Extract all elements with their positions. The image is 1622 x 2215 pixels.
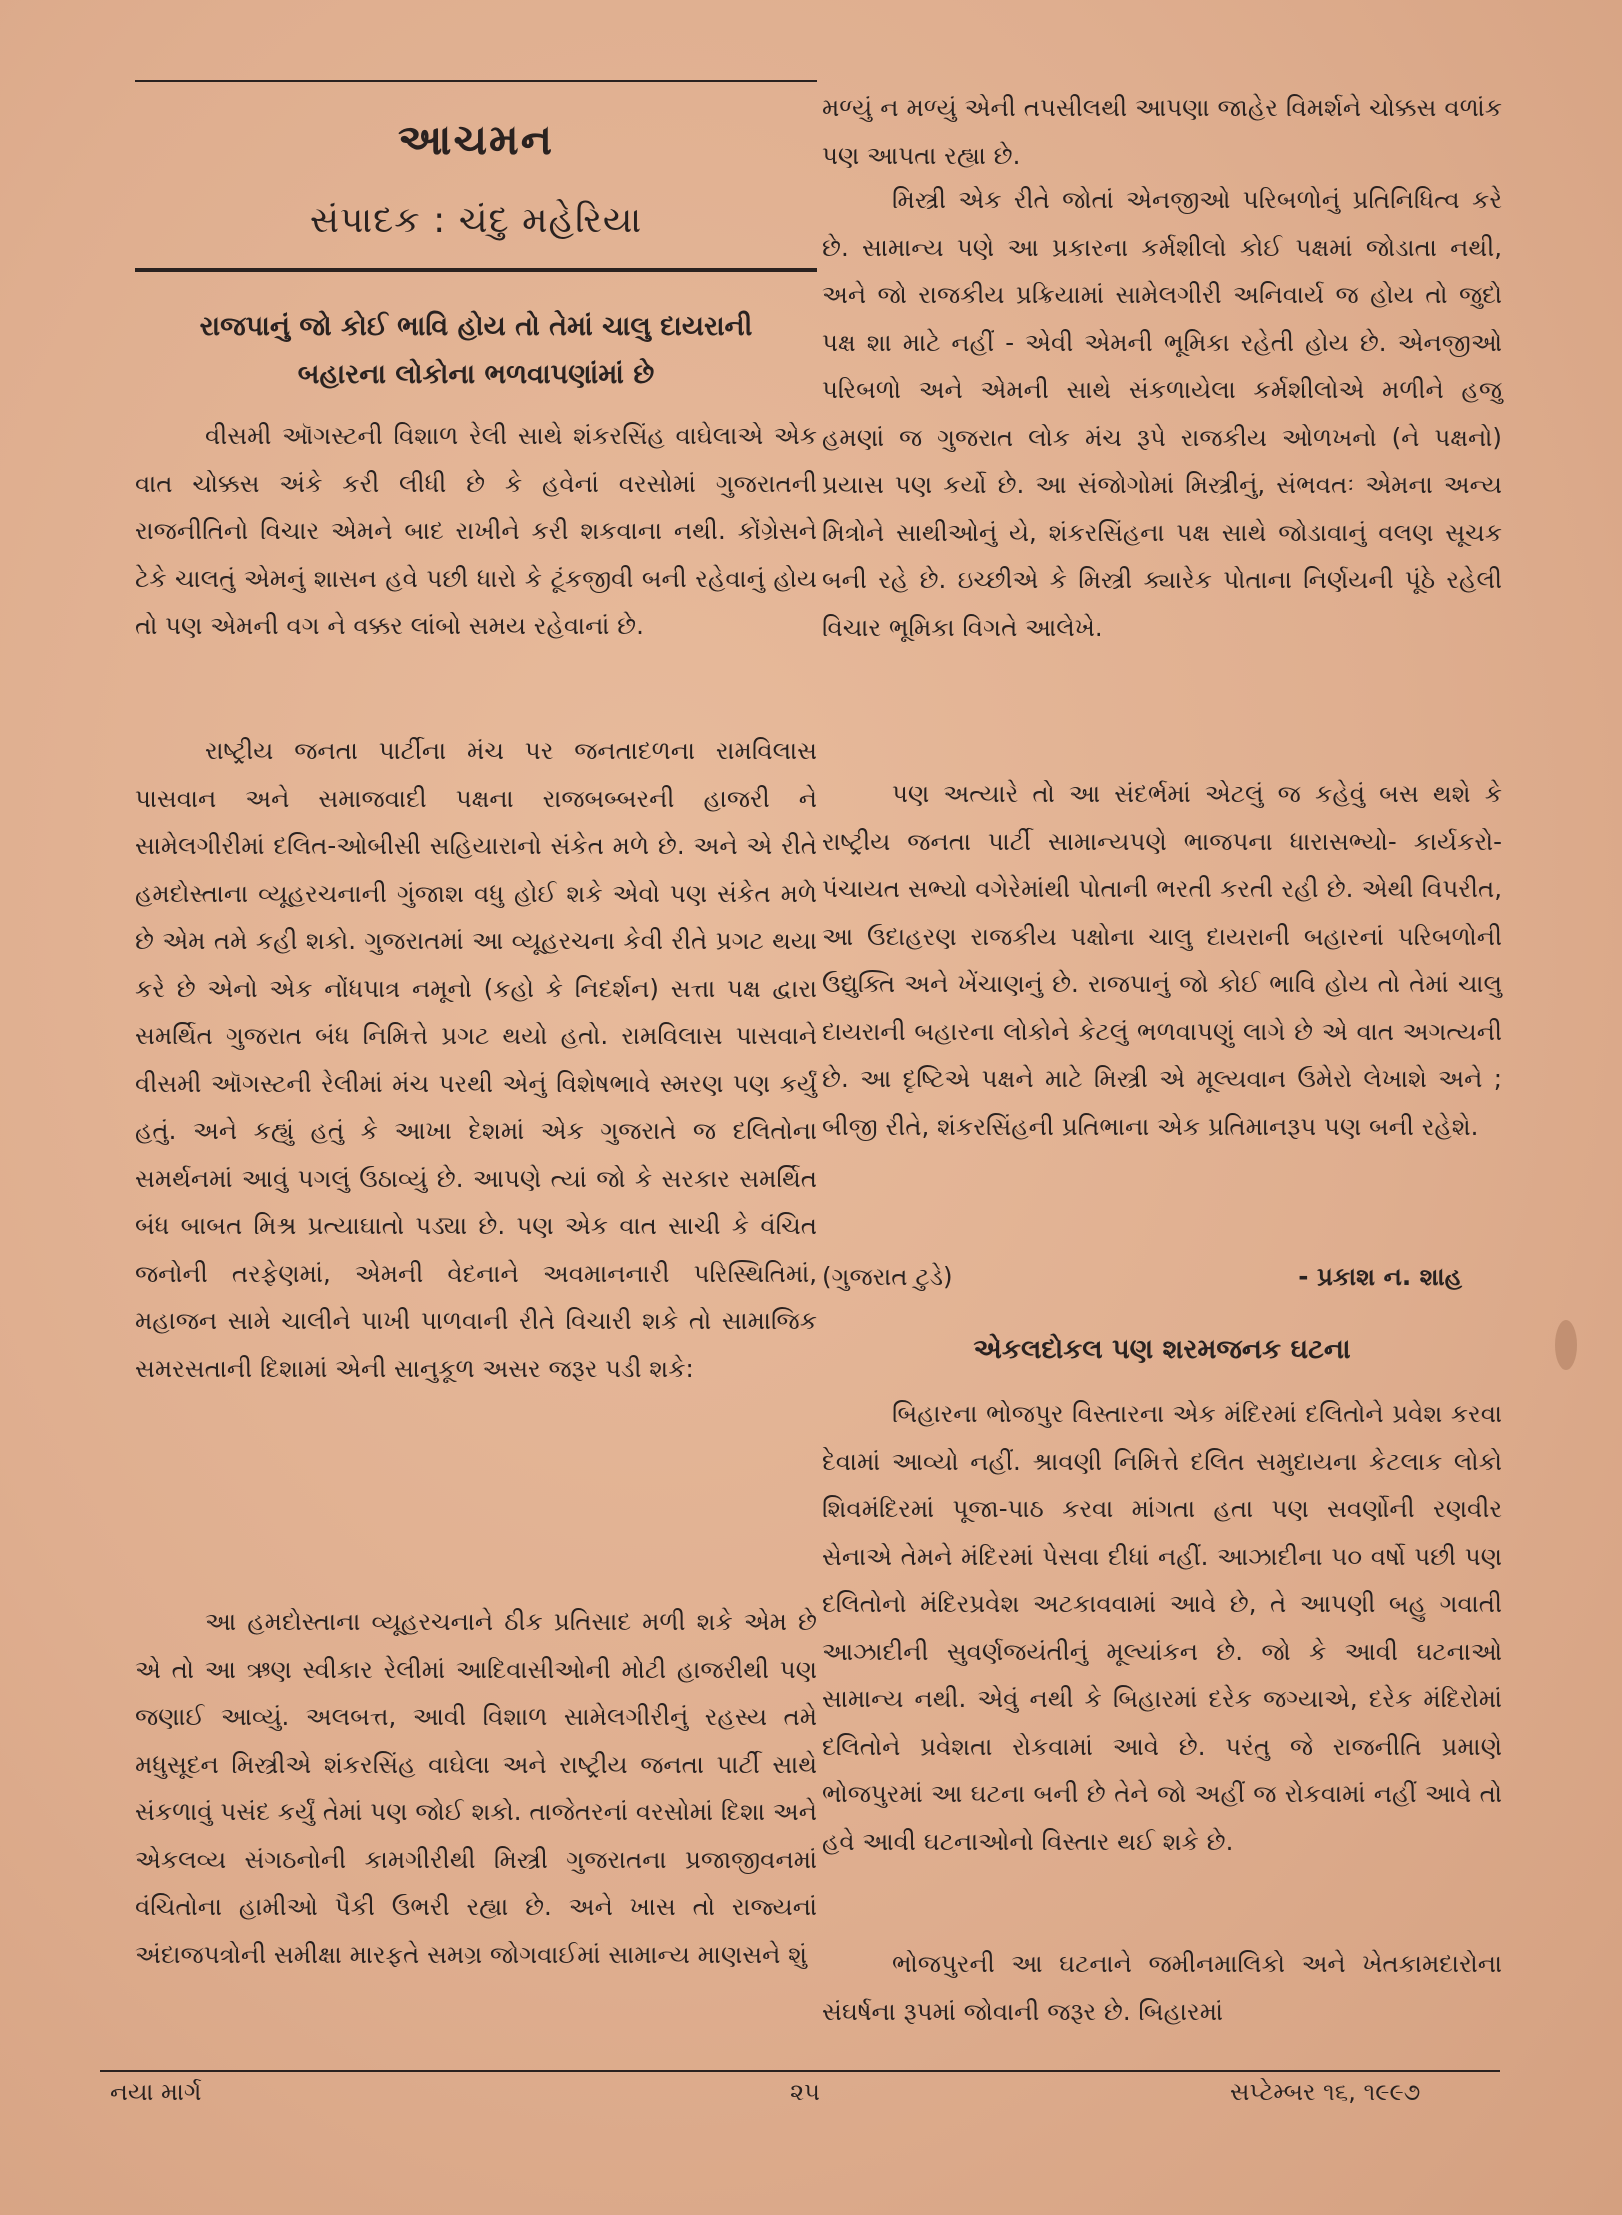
masthead-top-rule — [135, 80, 817, 82]
editor-line: સંપાદક : ચંદુ મહેરિયા — [309, 200, 643, 241]
stain-mark — [1555, 1320, 1577, 1370]
article-paragraph: મળ્યું ન મળ્યું એની તપસીલથી આપણા જાહેર વિમર્શને ચોક્કસ વળાંક પણ આપતા રહ્યા છે. — [822, 93, 1502, 170]
footer-date: સપ્ટેમ્બર ૧૬, ૧૯૯૭ — [1230, 2078, 1421, 2106]
article-paragraph: રાષ્ટ્રીય જનતા પાર્ટીના મંચ પર જનતાદળના રામવિલાસ પાસવાન અને સમાજવાદી પક્ષના રાજબબ્બરની હાજરી ને સામેલગીરીમાં દલિત-ઓબીસી સહિયારાનો સંકેત મળે છે. અને એ રીતે હમદોસ્તાના વ્યૂહરચનાની ગુંજાશ વધુ હોઈ શકે એવો પણ સંકેત મળે છે એમ તમે કહી શકો. ગુજરાતમાં આ વ્યૂહરચના કેવી રીતે પ્રગટ થયા કરે છે એનો એક નોંધપાત્ર નમૂનો (કહો કે નિદર્શન) સત્તા પક્ષ દ્વારા સમર્થિત ગુજરાત બંધ નિમિત્તે પ્રગટ થયો હતો. રામવિલાસ પાસવાને વીસમી ઑગસ્ટની રેલીમાં મંચ પરથી એનું વિશેષભાવે સ્મરણ પણ કર્યું હતું. અને કહ્યું હતું કે આખા દેશમાં એક ગુજરાતે જ દલિતોના સમર્થનમાં આવું પગલું ઉઠાવ્યું છે. આપણે ત્યાં જો કે સરકાર સમર્થિત બંધ બાબત મિશ્ર પ્રત્યાઘાતો પડ્યા છે. પણ એક વાત સાચી કે વંચિત જનોની તરફેણમાં, એમની વેદનાને અવમાનનારી પરિસ્થિતિમાં, મહાજન સામે ચાલીને પાખી પાળવાની રીતે વિચારી શકે તો સામાજિક સમરસતાની દિશામાં એની સાનુકૂળ અસર જરૂર પડી શકે: — [135, 736, 817, 1383]
article-heading-line: રાજપાનું જો કોઈ ભાવિ હોય તો તેમાં ચાલુ દાયરાની — [199, 311, 753, 342]
article-source: (ગુજરાત ટુડે) — [822, 1262, 953, 1291]
column-title: આચમન — [398, 115, 554, 164]
article-paragraph: મિસ્ત્રી એક રીતે જોતાં એનજીઓ પરિબળોનું પ્રતિનિધિત્વ કરે છે. સામાન્ય પણે આ પ્રકારના કર્મશીલો કોઈ પક્ષમાં જોડાતા નથી, અને જો રાજકીય પ્રક્રિયામાં સામેલગીરી અનિવાર્ય જ હોય તો જુદો પક્ષ શા માટે નહીં - એવી એમની ભૂમિકા રહેતી હોય છે. એનજીઓ પરિબળો અને એમની સાથે સંકળાયેલા કર્મશીલોએ મળીને હજુ હમણાં જ ગુજરાત લોક મંચ રૂપે રાજકીય ઓળખનો (ને પક્ષનો) પ્રયાસ પણ કર્યો છે. આ સંજોગોમાં મિસ્ત્રીનું, સંભવતઃ એમના અન્ય મિત્રોને સાથીઓનું યે, શંકરસિંહના પક્ષ સાથે જોડાવાનું વલણ સૂચક બની રહે છે. ઇચ્છીએ કે મિસ્ત્રી ક્યારેક પોતાના નિર્ણયની પૂંઠે રહેલી વિચાર ભૂમિકા વિગતે આલેખે. — [822, 185, 1502, 642]
article-author: - પ્રકાશ ન. શાહ — [1298, 1262, 1462, 1291]
footer-page-number: ૨૫ — [790, 2078, 820, 2106]
footer-publication: નયા માર્ગ — [110, 2078, 202, 2106]
article-paragraph: પણ અત્યારે તો આ સંદર્ભમાં એટલું જ કહેવું બસ થશે કે રાષ્ટ્રીય જનતા પાર્ટી સામાન્યપણે ભાજપના ધારાસભ્યો- કાર્યકરો- પંચાયત સભ્યો વગેરેમાંથી પોતાની ભરતી કરતી રહી છે. એથી વિપરીત, આ ઉદાહરણ રાજકીય પક્ષોના ચાલુ દાયરાની બહારનાં પરિબળોની ઉદ્યુક્તિ અને ખેંચાણનું છે. રાજપાનું જો કોઈ ભાવિ હોય તો તેમાં ચાલુ દાયરાની બહારના લોકોને કેટલું ભળવાપણું લાગે છે એ વાત અગત્યની છે. આ દૃષ્ટિએ પક્ષને માટે મિસ્ત્રી એ મૂલ્યવાન ઉમેરો લેખાશે અને ; બીજી રીતે, શંકરસિંહની પ્રતિભાના એક પ્રતિમાનરૂપ પણ બની રહેશે. — [822, 779, 1502, 1141]
article-paragraph: આ હમદોસ્તાના વ્યૂહરચનાને ઠીક પ્રતિસાદ મળી શકે એમ છે એ તો આ ઋણ સ્વીકાર રેલીમાં આદિવાસીઓની મોટી હાજરીથી પણ જણાઈ આવ્યું. અલબત્ત, આવી વિશાળ સામેલગીરીનું રહસ્ય તમે મધુસૂદન મિસ્ત્રીએ શંકરસિંહ વાઘેલા અને રાષ્ટ્રીય જનતા પાર્ટી સાથે સંકળાવું પસંદ કર્યું તેમાં પણ જોઈ શકો. તાજેતરનાં વરસોમાં દિશા અને એકલવ્ય સંગઠનોની કામગીરીથી મિસ્ત્રી ગુજરાતના પ્રજાજીવનમાં વંચિતોના હામીઓ પૈકી ઉભરી રહ્યા છે. અને ખાસ તો રાજ્યનાં અંદાજપત્રોની સમીક્ષા મારફતે સમગ્ર જોગવાઈમાં સામાન્ય માણસને શું — [135, 1607, 817, 1969]
masthead-bottom-rule — [135, 268, 817, 272]
article-paragraph: ભોજપુરની આ ઘટનાને જમીનમાલિકો અને ખેતકામદારોના સંઘર્ષના રૂપમાં જોવાની જરૂર છે. બિહારમાં — [822, 1949, 1502, 2026]
article-heading: એકલદોકલ પણ શરમજનક ઘટના — [973, 1334, 1351, 1365]
footer-rule — [100, 2070, 1500, 2072]
article-heading — [135, 303, 817, 399]
article-heading-line: બહારના લોકોના ભળવાપણાંમાં છે — [297, 359, 655, 390]
article-paragraph: વીસમી ઑગસ્ટની વિશાળ રેલી સાથે શંકરસિંહ વાઘેલાએ એક વાત ચોક્કસ અંકે કરી લીધી છે કે હવેનાં વરસોમાં ગુજરાતની રાજનીતિનો વિચાર એમને બાદ રાખીને કરી શકવાના નથી. કોંગ્રેસને ટેકે ચાલતું એમનું શાસન હવે પછી ધારો કે ટૂંકજીવી બની રહેવાનું હોય તો પણ એમની વગ ને વક્કર લાંબો સમય રહેવાનાં છે. — [135, 421, 817, 640]
byline-row — [822, 1262, 1462, 1291]
article-paragraph: બિહારના ભોજપુર વિસ્તારના એક મંદિરમાં દલિતોને પ્રવેશ કરવા દેવામાં આવ્યો નહીં. શ્રાવણી નિમિત્તે દલિત સમુદાયના કેટલાક લોકો શિવમંદિરમાં પૂજા-પાઠ કરવા માંગતા હતા પણ સવર્ણોની રણવીર સેનાએ તેમને મંદિરમાં પેસવા દીધાં નહીં. આઝાદીના ૫૦ વર્ષો પછી પણ દલિતોનો મંદિરપ્રવેશ અટકાવવામાં આવે છે, તે આપણી બહુ ગવાતી આઝાદીની સુવર્ણજયંતીનું મૂલ્યાંકન છે. જો કે આવી ઘટનાઓ સામાન્ય નથી. એવું નથી કે બિહારમાં દરેક જગ્યાએ, દરેક મંદિરોમાં દલિતોને પ્રવેશતા રોકવામાં આવે છે. પરંતુ જે રાજનીતિ પ્રમાણે ભોજપુરમાં આ ઘટના બની છે તેને જો અહીં જ રોકવામાં નહીં આવે તો હવે આવી ઘટનાઓનો વિસ્તાર થઈ શકે છે. — [822, 1399, 1502, 1856]
